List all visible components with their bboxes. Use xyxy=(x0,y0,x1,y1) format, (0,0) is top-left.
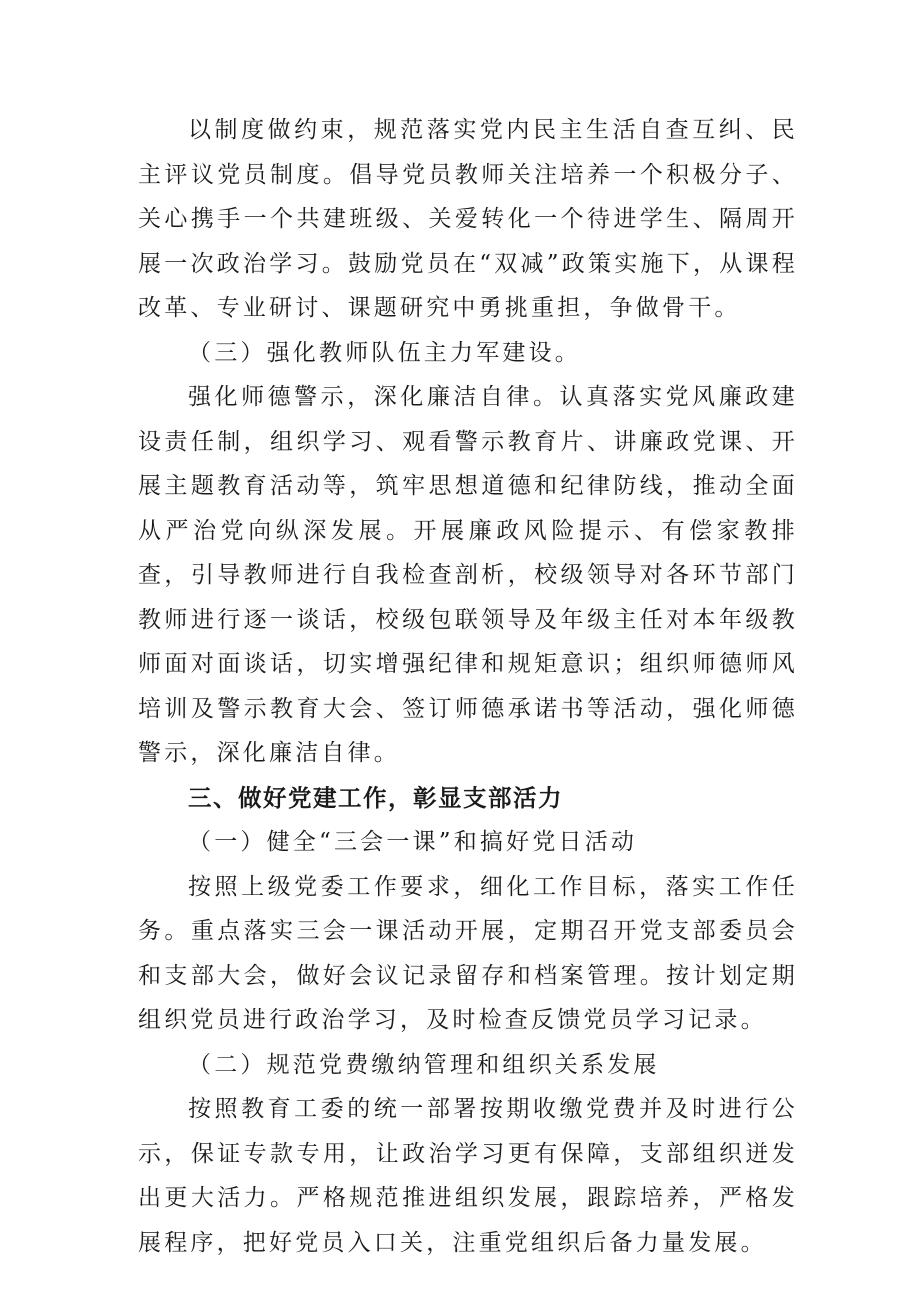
paragraph-ethics-warning: 强化师德警示，深化廉洁自律。认真落实党风廉政建设责任制，组织学习、观看警示教育片、讲廉政党课、开展主题教育活动等，筑牢思想道德和纪律防线，推动全面从严治党向纵深发展。开展廉政风险提示、有偿家教排查，引导教师进行自我检查剖析，校级领导对各环节部门教师进行逐一谈话，校级包联领导及年级主任对本年级教师面对面谈话，切实增强纪律和规矩意识；组织师德师风培训及警示教育大会、签订师德承诺书等活动，强化师德警示，深化廉洁自律。 xyxy=(138,384,798,766)
subheading-three-meetings: （一）健全“三会一课”和搞好党日活动 xyxy=(188,829,638,855)
subheading-teacher-team: （三）强化教师队伍主力军建设。 xyxy=(188,339,581,366)
section-heading-party-building: 三、做好党建工作，彰显支部活力 xyxy=(188,783,563,812)
document-body xyxy=(138,108,798,1265)
subheading-party-dues: （二）规范党费缴纳管理和组织关系发展 xyxy=(188,1051,660,1078)
paragraph-party-committee: 按照上级党委工作要求，细化工作目标，落实工作任务。重点落实三会一课活动开展，定期召开党支部委员会和支部大会，做好会议记录留存和档案管理。按计划定期组织党员进行政治学习，及时检查反馈党员学习记录。 xyxy=(138,873,798,1033)
paragraph-dues-management: 按照教育工委的统一部署按期收缴党费并及时进行公示，保证专款专用，让政治学习更有保障，支部组织迸发出更大活力。严格规范推进组织发展，跟踪培养，严格发展程序，把好党员入口关，注重党组织后备力量发展。 xyxy=(138,1096,798,1256)
paragraph-system-constraints: 以制度做约束，规范落实党内民主生活自查互纠、民主评议党员制度。倡导党员教师关注培养一个积极分子、关心携手一个共建班级、关爱转化一个待进学生、隔周开展一次政治学习。鼓励党员在“双减”政策实施下，从课程改革、专业研讨、课题研究中勇挑重担，争做骨干。 xyxy=(138,117,798,321)
